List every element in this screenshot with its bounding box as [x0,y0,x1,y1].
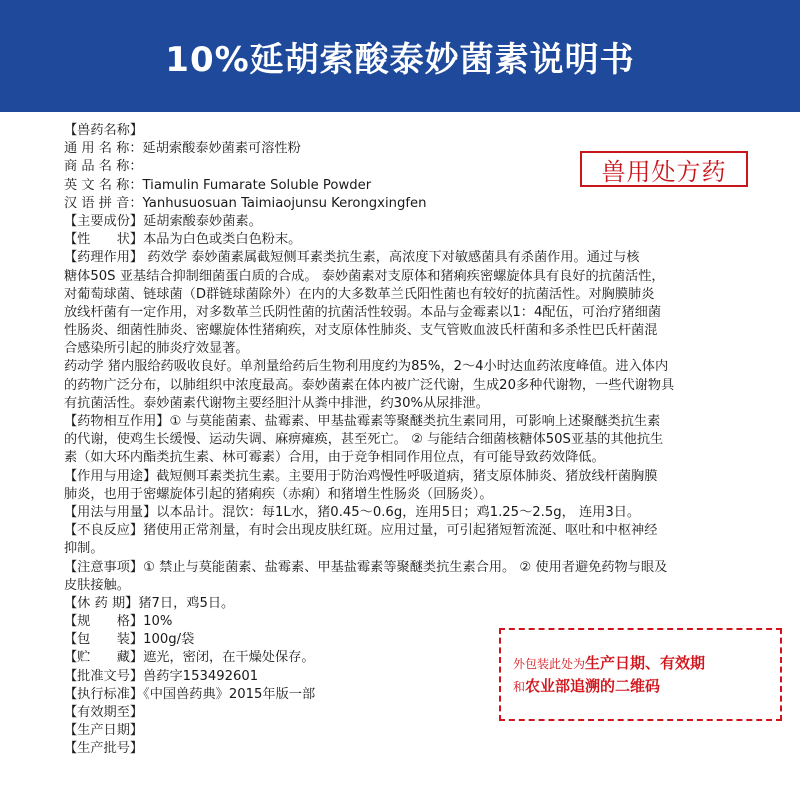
text-line: 合感染所引起的肺炎疗效显著。 [64,341,249,357]
text-line: 【药物相互作用】① 与莫能菌素、盐霉素、甲基盐霉素等聚醚类抗生素同用，可影响上述聚醚类抗生素 [64,414,661,429]
text-line: 的代谢，使鸡生长缓慢、运动失调、麻痹瘫痪，甚至死亡。 ② 与能结合细菌核糖体50S亚基的其他抗生 [64,432,664,448]
text-line: 【贮 藏】遮光，密闭，在干燥处保存。 [64,650,315,666]
text-line: 【生产批号】 [64,741,144,757]
text-line: 【执行标准】《中国兽药典》2015年版一部 [64,686,316,702]
text-line: 有抗菌活性。泰妙菌素代谢物主要经胆汁从粪中排泄，约30%从尿排泄。 [64,395,489,411]
text-line: 放线杆菌有一定作用，对多数革兰氏阴性菌的抗菌活性较弱。本品与金霉素以1：4配伍，可治疗猪细菌 [64,304,662,320]
text-line: 素（如大环内酯类抗生素、林可霉素）合用，由于竞争相同作用位点，有可能导致药效降低。 [64,450,605,466]
prescription-stamp: 兽用处方药 [580,151,748,187]
text-line: 【不良反应】猪使用正常剂量，有时会出现皮肤红斑。应用过量，可引起猪短暂流涎、呕吐和中枢神经 [64,523,658,539]
text-line: 的药物广泛分布，以肺组织中浓度最高。泰妙菌素在体内被广泛代谢，生成20多种代谢物，一些代谢物具 [64,377,675,393]
text-line: 【规 格】10% [64,614,173,630]
text-line: 性肠炎、细菌性肺炎、密螺旋体性猪痢疾，对支原体性肺炎、支气管败血波氏杆菌和多杀性巴氏杆菌混 [64,323,658,339]
text-line: 商 品 名 称： [64,159,143,175]
notice-small-text: 和 [513,679,526,694]
text-line: 通 用 名 称：延胡索酸泰妙菌素可溶性粉 [64,141,301,157]
text-line: 【批准文号】兽药字153492601 [64,668,259,684]
text-line: 皮肤接触。 [64,577,130,593]
text-line: 【休 药 期】猪7日，鸡5日。 [64,595,235,611]
text-line: 【作用与用途】截短侧耳素类抗生素。主要用于防治鸡慢性呼吸道病，猪支原体肺炎、猪放线杆菌胸膜 [64,468,658,484]
text-line: 【有效期至】 [64,705,144,720]
text-line: 【注意事项】① 禁止与莫能菌素、盐霉素、甲基盐霉素等聚醚类抗生素合用。 ② 使用者避免药物与眼及 [64,559,668,575]
notice-line-1 [513,652,780,675]
text-line: 糖体50S 亚基结合抑制细菌蛋白质的合成。 泰妙菌素对支原体和猪痢疾密螺旋体具有良好的抗菌活性， [64,268,665,284]
notice-line-2 [513,675,780,698]
text-line: 药动学 猪内服给药吸收良好。单剂量给药后生物利用度约为85%，2～4小时达血药浓度峰值。进入体内 [64,359,669,375]
notice-emphasis-text: 生产日期、有效期 [585,653,706,672]
text-line: 【兽药名称】 [64,123,144,138]
text-line: 汉 语 拼 音：Yanhusuosuan Taimiaojunsu Kerongxingfen [64,195,427,211]
text-line: 【生产日期】 [64,723,144,739]
text-line: 英 文 名 称：Tiamulin Fumarate Soluble Powder [64,177,372,193]
text-line: 抑制。 [64,541,104,557]
packaging-notice-box [499,628,782,721]
text-line: 肺炎，也用于密螺旋体引起的猪痢疾（赤痢）和猪增生性肠炎（回肠炎）。 [64,486,493,502]
text-line: 【主要成份】延胡索酸泰妙菌素。 [64,213,262,229]
document-title: 10%延胡索酸泰妙菌素说明书 [165,39,635,80]
text-line: 【性 状】本品为白色或类白色粉末。 [64,232,302,248]
notice-small-text: 外包装此处为 [513,656,586,671]
text-line: 【用法与用量】以本品计。混饮：每1L水，猪0.45～0.6g，连用5日；鸡1.25～2.5g， 连用3日。 [64,504,641,520]
header-banner [0,0,800,112]
text-line: 【包 装】100g/袋 [64,632,195,648]
text-line: 对葡萄球菌、链球菌（D群链球菌除外）在内的大多数革兰氏阳性菌也有较好的抗菌活性。对胸膜肺炎 [64,286,655,302]
notice-emphasis-text: 农业部追溯的二维码 [525,676,661,695]
text-line: 【药理作用】 药效学 泰妙菌素属截短侧耳素类抗生素，高浓度下对敏感菌具有杀菌作用。通过与核 [64,250,640,266]
